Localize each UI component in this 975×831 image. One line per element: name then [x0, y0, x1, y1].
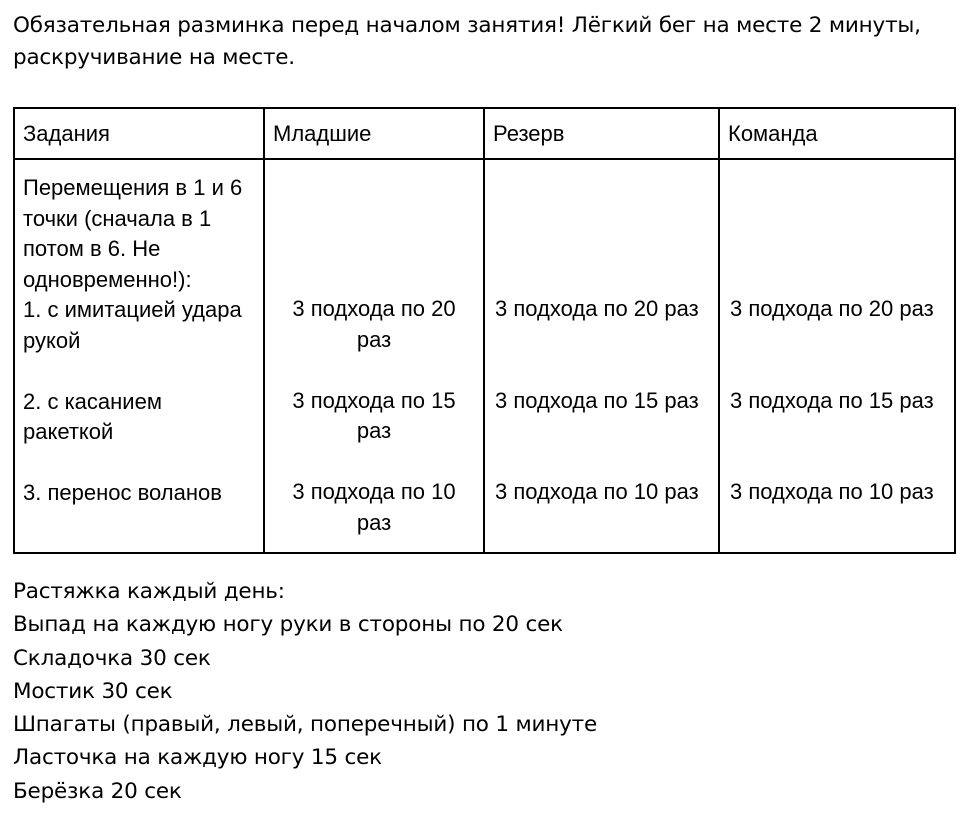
team-value: 3 подхода по 15 раз — [730, 387, 934, 413]
table-header-row — [14, 108, 955, 159]
stretching-section — [13, 575, 597, 808]
juniors-cell — [264, 159, 484, 553]
juniors-value: раз — [356, 509, 392, 535]
team-cell — [719, 159, 955, 553]
reserve-cell — [484, 159, 719, 553]
header-reserve: Резерв — [484, 108, 719, 159]
table-row — [14, 159, 955, 553]
stretching-item: Складочка 30 сек — [13, 645, 211, 671]
reserve-value: 3 подхода по 10 раз — [495, 479, 699, 504]
reserve-value: 3 подхода по 15 раз — [495, 387, 699, 413]
team-value: 3 подхода по 20 раз — [730, 296, 934, 321]
task-item-1: 1. с имитацией удара — [23, 297, 242, 322]
header-team: Команда — [719, 108, 955, 159]
header-juniors: Младшие — [264, 108, 484, 159]
task-text: потом в 6. Не — [23, 236, 161, 261]
juniors-value: 3 подхода по 20 — [292, 296, 456, 321]
juniors-value: 3 подхода по 15 — [292, 387, 456, 413]
task-text: Перемещения в 1 и 6 — [23, 175, 243, 200]
task-item-2: 2. с касанием — [23, 388, 162, 414]
task-item-2: ракеткой — [23, 419, 114, 444]
warmup-intro — [13, 10, 963, 74]
stretching-item: Мостик 30 сек — [13, 678, 173, 704]
header-tasks: Задания — [14, 108, 264, 159]
stretching-item: Выпад на каждую ногу руки в стороны по 20 сек — [13, 612, 563, 638]
warmup-intro-line: раскручивание на месте. — [13, 45, 295, 70]
stretching-item: Шпагаты (правый, левый, поперечный) по 1 минуте — [13, 712, 598, 738]
stretching-item: Ласточка на каждую ногу 15 сек — [13, 745, 382, 771]
juniors-value: раз — [356, 418, 392, 443]
stretching-title: Растяжка каждый день: — [13, 579, 285, 604]
stretching-item: Берёзка 20 сек — [13, 778, 182, 804]
task-text: точки (сначала в 1 — [23, 205, 212, 231]
juniors-value: 3 подхода по 10 — [292, 479, 456, 504]
juniors-value: раз — [356, 326, 392, 352]
task-item-1: рукой — [23, 327, 81, 353]
warmup-intro-line: Обязательная разминка перед началом занятия! Лёгкий бег на месте 2 минуты, — [13, 13, 921, 38]
task-item-3: 3. перенос воланов — [23, 480, 222, 505]
training-table — [13, 107, 956, 554]
reserve-value: 3 подхода по 20 раз — [495, 296, 699, 321]
task-text: одновременно!): — [23, 266, 192, 292]
team-value: 3 подхода по 10 раз — [730, 479, 934, 504]
tasks-cell — [14, 159, 264, 553]
